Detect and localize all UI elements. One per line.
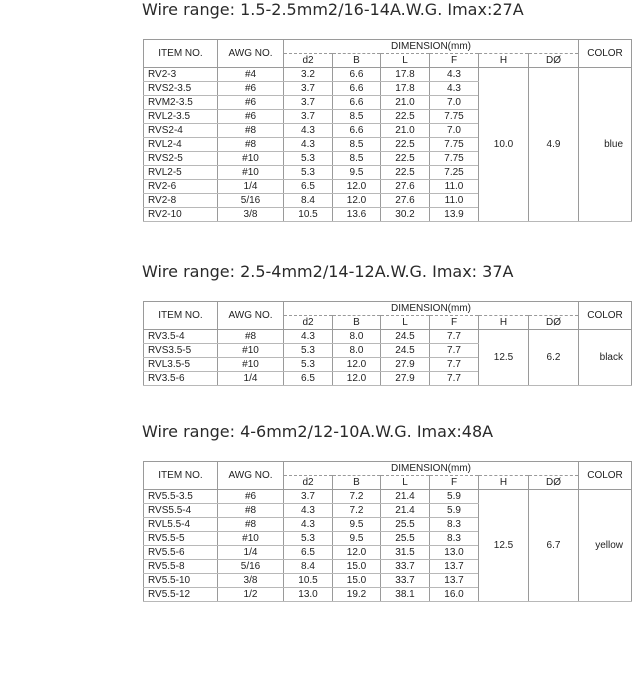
awg-cell: #8	[218, 504, 284, 518]
f-cell: 5.9	[430, 490, 479, 504]
f-cell: 11.0	[430, 194, 479, 208]
d2-cell: 5.3	[284, 358, 333, 372]
col-header-h: H	[479, 54, 529, 68]
awg-cell: 1/4	[218, 546, 284, 560]
col-header-awg: AWG NO.	[218, 462, 284, 490]
b-cell: 19.2	[333, 588, 381, 602]
col-header-l: L	[381, 54, 430, 68]
table-body	[144, 330, 632, 386]
col-header-f: F	[430, 476, 479, 490]
table-row	[144, 330, 632, 344]
d2-cell: 10.5	[284, 574, 333, 588]
l-cell: 38.1	[381, 588, 430, 602]
item-no-cell: RVS2-4	[144, 124, 218, 138]
f-cell: 7.75	[430, 152, 479, 166]
item-no-cell: RVL5.5-4	[144, 518, 218, 532]
f-cell: 7.0	[430, 96, 479, 110]
d2-cell: 5.3	[284, 532, 333, 546]
col-header-dd: DØ	[529, 316, 579, 330]
d2-cell: 4.3	[284, 330, 333, 344]
col-header-item: ITEM NO.	[144, 302, 218, 330]
col-header-b: B	[333, 316, 381, 330]
col-header-item: ITEM NO.	[144, 40, 218, 68]
col-header-dd: DØ	[529, 476, 579, 490]
f-cell: 13.0	[430, 546, 479, 560]
col-header-dimension: DIMENSION(mm)	[284, 302, 579, 316]
f-cell: 7.7	[430, 358, 479, 372]
b-cell: 8.5	[333, 138, 381, 152]
awg-cell: #6	[218, 490, 284, 504]
item-no-cell: RV2-6	[144, 180, 218, 194]
l-cell: 27.6	[381, 194, 430, 208]
l-cell: 22.5	[381, 166, 430, 180]
awg-cell: #8	[218, 518, 284, 532]
col-header-dd: DØ	[529, 54, 579, 68]
color-cell: black	[579, 330, 632, 386]
table-body	[144, 490, 632, 602]
item-no-cell: RVS2-3.5	[144, 82, 218, 96]
d2-cell: 13.0	[284, 588, 333, 602]
item-no-cell: RV2-10	[144, 208, 218, 222]
awg-cell: #6	[218, 82, 284, 96]
d2-cell: 10.5	[284, 208, 333, 222]
item-no-cell: RV5.5-12	[144, 588, 218, 602]
b-cell: 8.0	[333, 330, 381, 344]
b-cell: 9.5	[333, 166, 381, 180]
l-cell: 17.8	[381, 68, 430, 82]
b-cell: 12.0	[333, 546, 381, 560]
d2-cell: 6.5	[284, 372, 333, 386]
col-header-d2: d2	[284, 476, 333, 490]
awg-cell: #6	[218, 96, 284, 110]
item-no-cell: RV5.5-10	[144, 574, 218, 588]
d2-cell: 5.3	[284, 344, 333, 358]
col-header-color: COLOR	[579, 302, 632, 330]
item-no-cell: RVL2-5	[144, 166, 218, 180]
d2-cell: 4.3	[284, 518, 333, 532]
spec-table-2	[143, 301, 632, 386]
col-header-d2: d2	[284, 54, 333, 68]
b-cell: 8.5	[333, 110, 381, 124]
table-row	[144, 68, 632, 82]
f-cell: 7.7	[430, 330, 479, 344]
awg-cell: #4	[218, 68, 284, 82]
col-header-b: B	[333, 54, 381, 68]
awg-cell: #10	[218, 358, 284, 372]
item-no-cell: RV5.5-5	[144, 532, 218, 546]
dd-cell: 4.9	[529, 68, 579, 222]
col-header-l: L	[381, 316, 430, 330]
col-header-h: H	[479, 316, 529, 330]
l-cell: 24.5	[381, 344, 430, 358]
item-no-cell: RV5.5-6	[144, 546, 218, 560]
b-cell: 12.0	[333, 372, 381, 386]
b-cell: 12.0	[333, 194, 381, 208]
f-cell: 13.7	[430, 574, 479, 588]
f-cell: 7.7	[430, 344, 479, 358]
spec-table-3	[143, 461, 632, 602]
l-cell: 25.5	[381, 518, 430, 532]
col-header-dimension: DIMENSION(mm)	[284, 40, 579, 54]
table-row	[144, 490, 632, 504]
l-cell: 31.5	[381, 546, 430, 560]
l-cell: 33.7	[381, 574, 430, 588]
spec-table-1	[143, 39, 632, 222]
awg-cell: 1/4	[218, 180, 284, 194]
color-cell: blue	[579, 68, 632, 222]
b-cell: 9.5	[333, 532, 381, 546]
l-cell: 21.0	[381, 124, 430, 138]
col-header-awg: AWG NO.	[218, 40, 284, 68]
table-body	[144, 68, 632, 222]
l-cell: 21.4	[381, 504, 430, 518]
item-no-cell: RVS3.5-5	[144, 344, 218, 358]
awg-cell: #8	[218, 138, 284, 152]
l-cell: 24.5	[381, 330, 430, 344]
b-cell: 15.0	[333, 574, 381, 588]
d2-cell: 8.4	[284, 560, 333, 574]
item-no-cell: RVS2-5	[144, 152, 218, 166]
section-1-heading: Wire range: 1.5-2.5mm2/16-14A.W.G. Imax:27A	[142, 0, 524, 19]
b-cell: 12.0	[333, 180, 381, 194]
d2-cell: 5.3	[284, 166, 333, 180]
l-cell: 30.2	[381, 208, 430, 222]
f-cell: 7.25	[430, 166, 479, 180]
awg-cell: 3/8	[218, 574, 284, 588]
f-cell: 4.3	[430, 68, 479, 82]
l-cell: 27.9	[381, 358, 430, 372]
d2-cell: 3.7	[284, 490, 333, 504]
b-cell: 8.0	[333, 344, 381, 358]
col-header-f: F	[430, 316, 479, 330]
col-header-h: H	[479, 476, 529, 490]
awg-cell: #10	[218, 152, 284, 166]
item-no-cell: RVL3.5-5	[144, 358, 218, 372]
f-cell: 7.7	[430, 372, 479, 386]
l-cell: 21.0	[381, 96, 430, 110]
item-no-cell: RV5.5-3.5	[144, 490, 218, 504]
b-cell: 6.6	[333, 124, 381, 138]
d2-cell: 3.2	[284, 68, 333, 82]
b-cell: 9.5	[333, 518, 381, 532]
f-cell: 13.7	[430, 560, 479, 574]
d2-cell: 4.3	[284, 124, 333, 138]
d2-cell: 3.7	[284, 96, 333, 110]
awg-cell: 3/8	[218, 208, 284, 222]
d2-cell: 8.4	[284, 194, 333, 208]
dd-cell: 6.2	[529, 330, 579, 386]
item-no-cell: RVL2-4	[144, 138, 218, 152]
h-cell: 10.0	[479, 68, 529, 222]
f-cell: 8.3	[430, 532, 479, 546]
col-header-color: COLOR	[579, 462, 632, 490]
f-cell: 11.0	[430, 180, 479, 194]
b-cell: 8.5	[333, 152, 381, 166]
l-cell: 22.5	[381, 152, 430, 166]
color-cell: yellow	[579, 490, 632, 602]
awg-cell: #10	[218, 166, 284, 180]
d2-cell: 3.7	[284, 110, 333, 124]
col-header-l: L	[381, 476, 430, 490]
item-no-cell: RV3.5-4	[144, 330, 218, 344]
awg-cell: 1/4	[218, 372, 284, 386]
awg-cell: #6	[218, 110, 284, 124]
awg-cell: 1/2	[218, 588, 284, 602]
f-cell: 13.9	[430, 208, 479, 222]
b-cell: 13.6	[333, 208, 381, 222]
l-cell: 22.5	[381, 110, 430, 124]
col-header-f: F	[430, 54, 479, 68]
f-cell: 16.0	[430, 588, 479, 602]
d2-cell: 6.5	[284, 180, 333, 194]
h-cell: 12.5	[479, 490, 529, 602]
l-cell: 27.6	[381, 180, 430, 194]
col-header-b: B	[333, 476, 381, 490]
section-2-heading: Wire range: 2.5-4mm2/14-12A.W.G. Imax: 37A	[142, 262, 514, 281]
h-cell: 12.5	[479, 330, 529, 386]
item-no-cell: RV3.5-6	[144, 372, 218, 386]
f-cell: 7.75	[430, 138, 479, 152]
d2-cell: 3.7	[284, 82, 333, 96]
awg-cell: 5/16	[218, 560, 284, 574]
l-cell: 25.5	[381, 532, 430, 546]
b-cell: 6.6	[333, 96, 381, 110]
item-no-cell: RV5.5-8	[144, 560, 218, 574]
section-3-heading: Wire range: 4-6mm2/12-10A.W.G. Imax:48A	[142, 422, 494, 441]
col-header-item: ITEM NO.	[144, 462, 218, 490]
awg-cell: 5/16	[218, 194, 284, 208]
f-cell: 5.9	[430, 504, 479, 518]
d2-cell: 5.3	[284, 152, 333, 166]
awg-cell: #8	[218, 330, 284, 344]
d2-cell: 4.3	[284, 504, 333, 518]
item-no-cell: RVM2-3.5	[144, 96, 218, 110]
l-cell: 22.5	[381, 138, 430, 152]
b-cell: 7.2	[333, 504, 381, 518]
b-cell: 12.0	[333, 358, 381, 372]
col-header-awg: AWG NO.	[218, 302, 284, 330]
l-cell: 27.9	[381, 372, 430, 386]
f-cell: 7.75	[430, 110, 479, 124]
awg-cell: #8	[218, 124, 284, 138]
l-cell: 17.8	[381, 82, 430, 96]
item-no-cell: RV2-3	[144, 68, 218, 82]
l-cell: 21.4	[381, 490, 430, 504]
f-cell: 7.0	[430, 124, 479, 138]
f-cell: 8.3	[430, 518, 479, 532]
item-no-cell: RVS5.5-4	[144, 504, 218, 518]
b-cell: 7.2	[333, 490, 381, 504]
item-no-cell: RVL2-3.5	[144, 110, 218, 124]
awg-cell: #10	[218, 344, 284, 358]
item-no-cell: RV2-8	[144, 194, 218, 208]
b-cell: 6.6	[333, 68, 381, 82]
f-cell: 4.3	[430, 82, 479, 96]
d2-cell: 6.5	[284, 546, 333, 560]
l-cell: 33.7	[381, 560, 430, 574]
dd-cell: 6.7	[529, 490, 579, 602]
col-header-dimension: DIMENSION(mm)	[284, 462, 579, 476]
b-cell: 15.0	[333, 560, 381, 574]
col-header-d2: d2	[284, 316, 333, 330]
col-header-color: COLOR	[579, 40, 632, 68]
awg-cell: #10	[218, 532, 284, 546]
b-cell: 6.6	[333, 82, 381, 96]
d2-cell: 4.3	[284, 138, 333, 152]
